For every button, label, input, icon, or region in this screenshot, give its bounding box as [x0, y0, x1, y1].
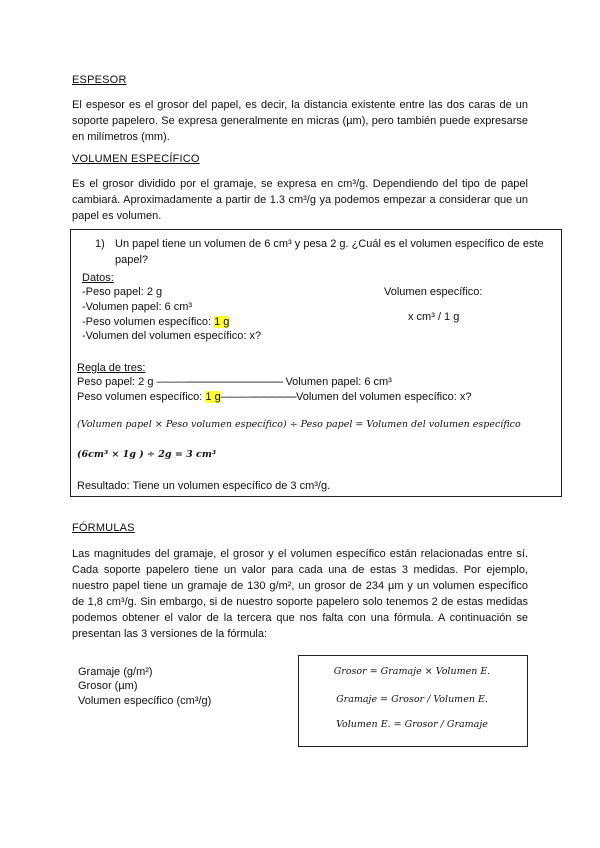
dato-peso-volumen-especifico: -Peso volumen específico: 1 g: [82, 316, 230, 328]
exercise-box: [70, 229, 562, 497]
formulas-paragraph: Las magnitudes del gramaje, el grosor y el volumen específico están relacionadas entre sí. Cada soporte papelero tiene un valor para cada una de estas 3 medidas. Por ejemplo, nuestro papel tiene un gramaje de 130 g/m², un grosor de 234 µm y un volumen específico de 1,8 cm³/g. Sin embargo, si de nuestro soporte papelero solo tenemos 2 de estas medidas podemos obtener el valor de la tercera que nos falta con una fórmula. A continuación se presentan las 3 versiones de la fórmula:: [72, 548, 528, 640]
formula-numeric: (6cm³ × 1g ) ÷ 2g = 3 cm³: [77, 449, 217, 460]
espesor-paragraph: El espesor es el grosor del papel, es decir, la distancia existente entre las dos caras de un soporte papelero. Se expresa generalmente en micras (µm), pero también puede expresarse en milímetros (mm).: [72, 99, 528, 143]
formulas-box: [298, 655, 528, 747]
datos-label: Datos:: [82, 272, 114, 284]
equation-grosor: Grosor = Gramaje × Volumen E.: [333, 666, 491, 677]
volumen-paragraph: Es el grosor dividido por el gramaje, se expresa en cm³/g. Dependiendo del tipo de papel cambiará. Aproximadamente a partir de 1.3 cm³/g ya podemos empezar a considerar que un papel es volumen.: [72, 178, 528, 222]
unit-grosor: Grosor (µm): [78, 680, 138, 692]
section-heading-formulas: FÓRMULAS: [72, 522, 135, 534]
equation-gramaje: Gramaje = Grosor / Volumen E.: [336, 694, 488, 705]
regla-line-1: Peso papel: 2 g ———------------------------------------ Volumen papel: 6 cm³: [77, 376, 392, 388]
section-heading-espesor: ESPESOR: [72, 74, 127, 86]
unit-gramaje: Gramaje (g/m²): [78, 666, 153, 678]
formula-general: (Volumen papel × Peso volumen específico) ÷ Peso papel = Volumen del volumen específico: [77, 419, 521, 430]
dato-volumen-papel: -Volumen papel: 6 cm³: [82, 301, 193, 313]
side-label: Volumen específico:: [384, 286, 483, 298]
section-heading-volumen: VOLUMEN ESPECÍFICO: [72, 153, 200, 165]
equation-volumen: Volumen E. = Grosor / Gramaje: [336, 719, 488, 730]
regla-label: Regla de tres:: [77, 362, 146, 374]
highlight-value: 1 g: [214, 316, 230, 328]
highlight-value-2: 1 g: [205, 391, 221, 403]
regla-line-2: Peso volumen específico: 1 g———-----------------Volumen del volumen específico: x?: [77, 391, 472, 403]
dato-volumen-del-volumen: -Volumen del volumen específico: x?: [82, 330, 262, 342]
unit-volumen: Volumen específico (cm³/g): [78, 695, 212, 707]
exercise-result: Resultado: Tiene un volumen específico de 3 cm³/g.: [77, 480, 331, 492]
exercise-question: Un papel tiene un volumen de 6 cm³ y pesa 2 g. ¿Cuál es el volumen específico de este papel?: [115, 238, 544, 266]
side-value: x cm³ / 1 g: [408, 311, 460, 323]
dato-peso-papel: -Peso papel: 2 g: [82, 286, 163, 298]
question-number: 1): [95, 238, 105, 250]
